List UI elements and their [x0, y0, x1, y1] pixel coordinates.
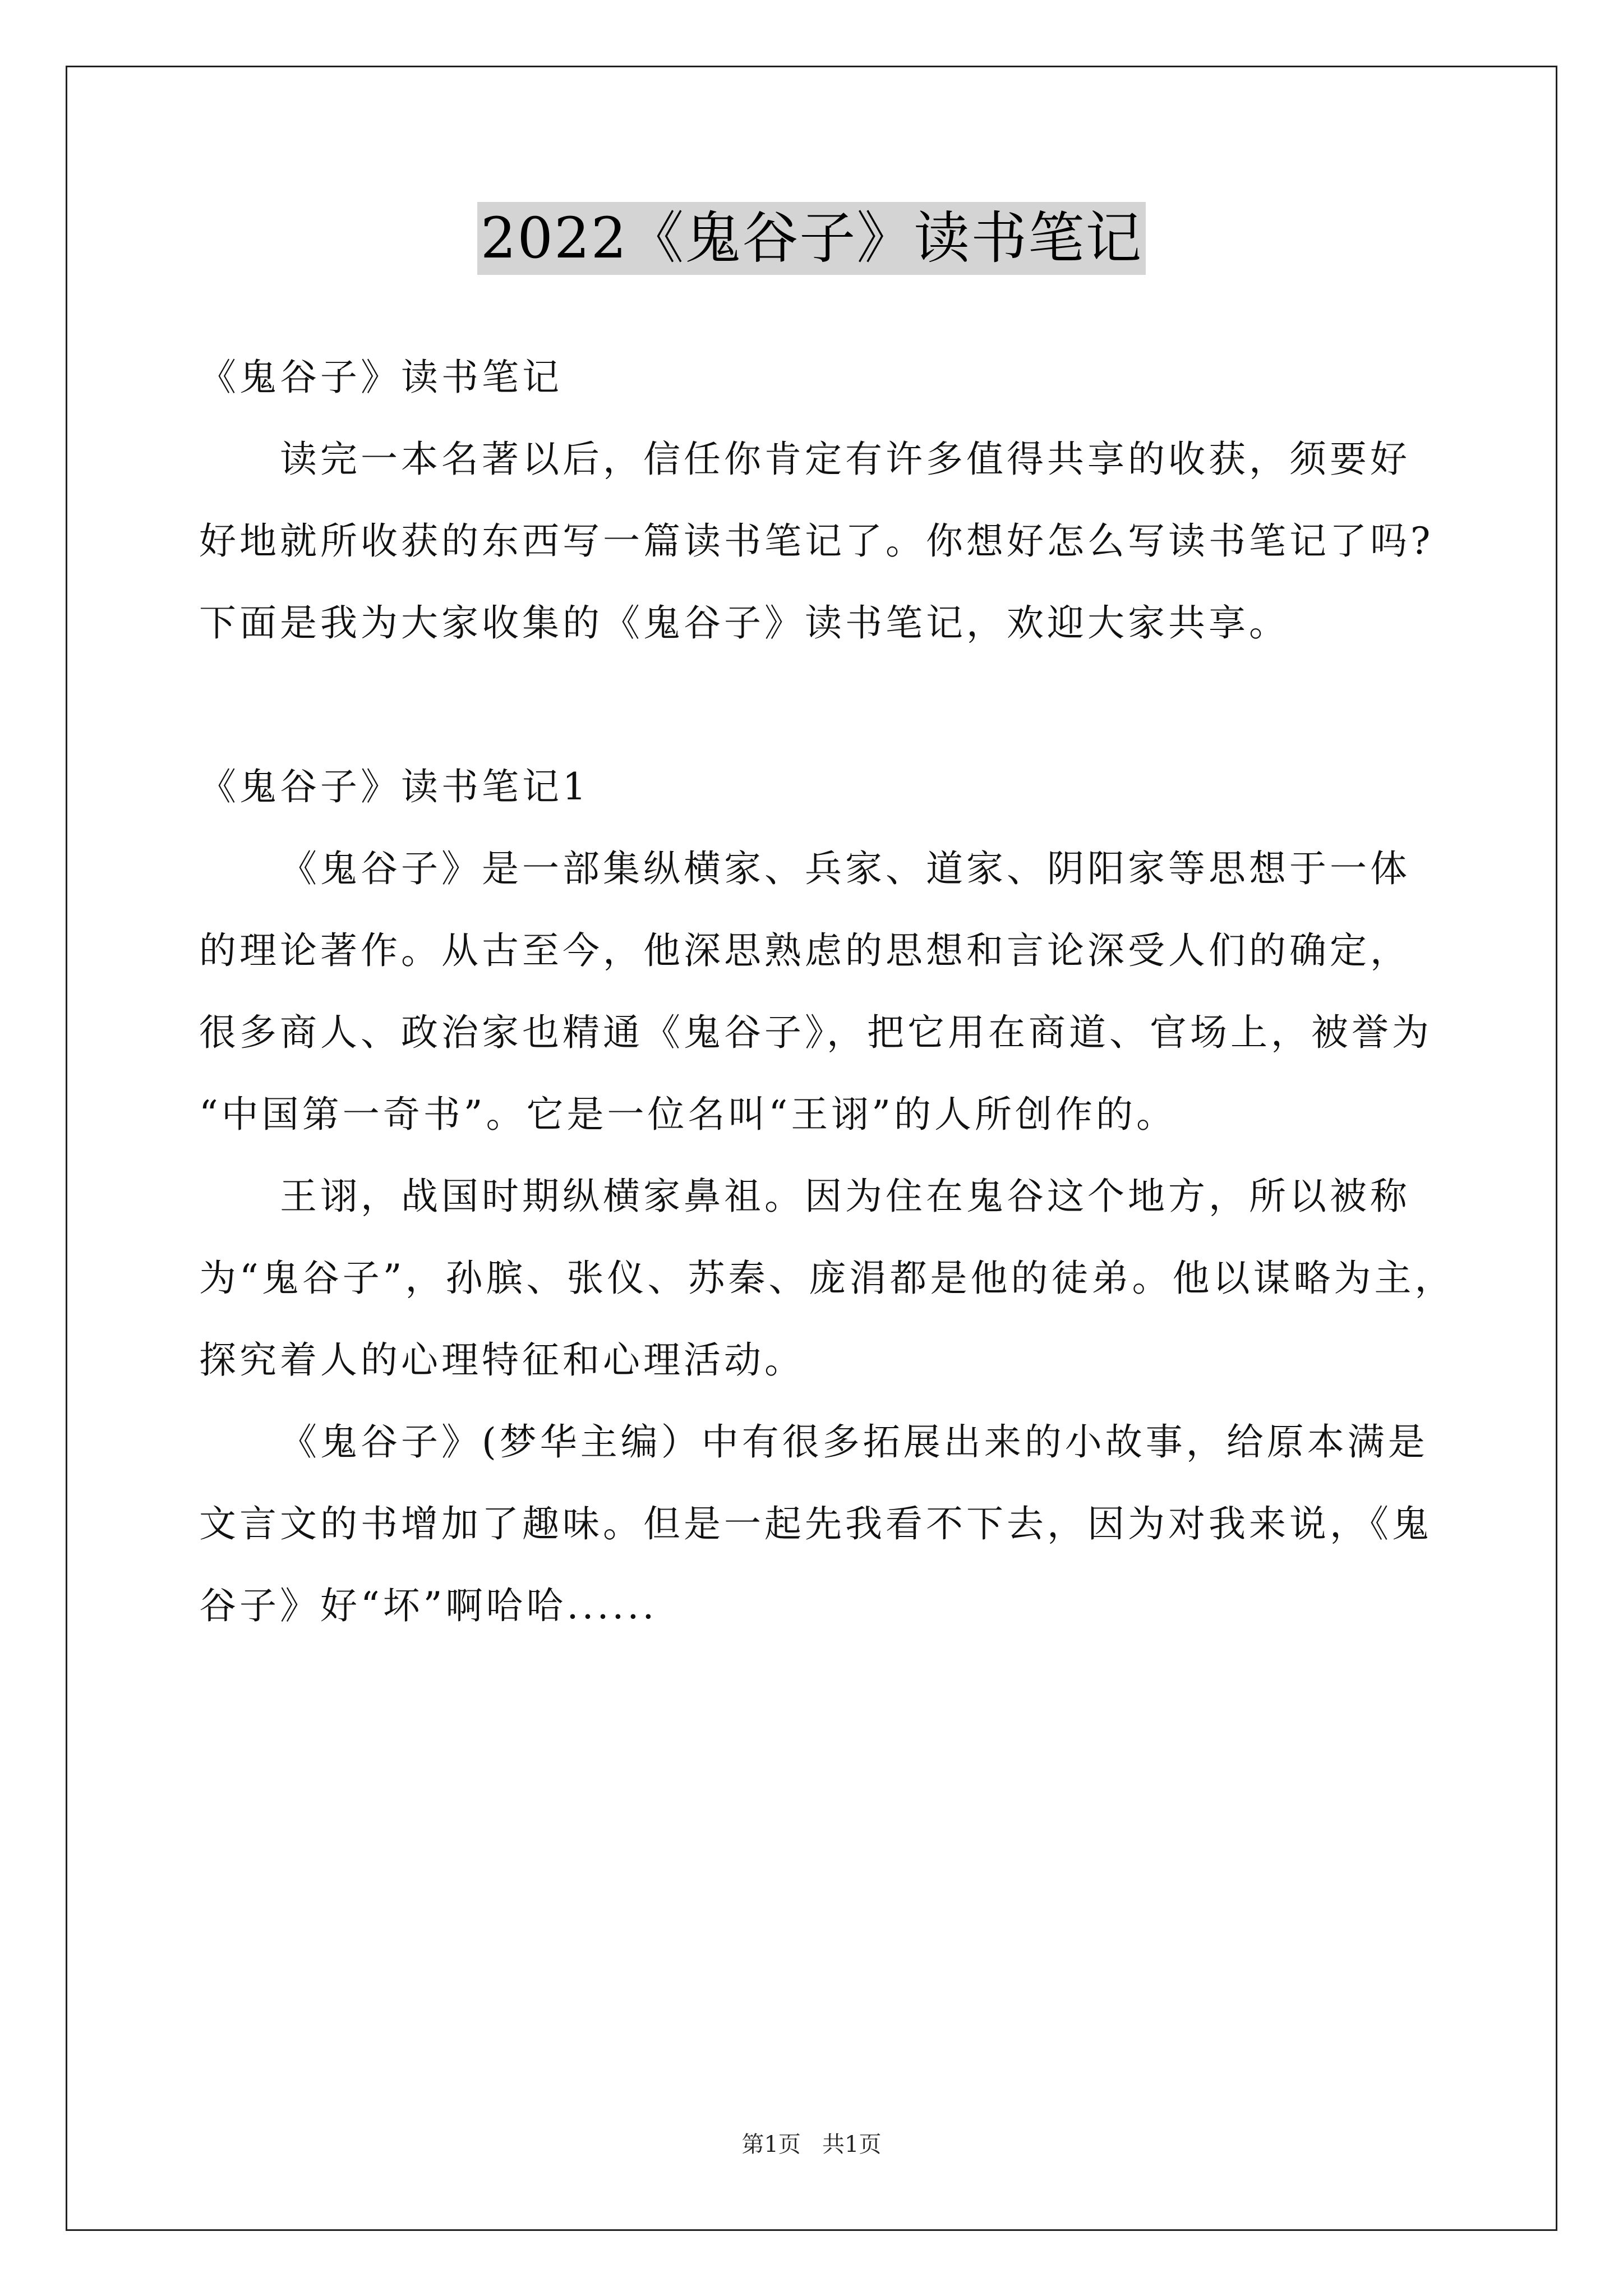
paragraph-line: 为“鬼谷子”，孙膑、张仪、苏秦、庞涓都是他的徒弟。他以谋略为主，: [199, 1257, 1455, 1300]
paragraph-line: 王诩，战国时期纵横家鼻祖。因为住在鬼谷这个地方，所以被称: [280, 1175, 1410, 1218]
document-body: [199, 337, 1455, 1647]
paragraph-line: 《鬼谷子》是一部集纵横家、兵家、道家、阴阳家等思想于一体: [280, 847, 1410, 890]
page-footer: 第1页 共1页: [741, 2132, 882, 2157]
section-heading: 《鬼谷子》读书笔记1: [199, 765, 589, 808]
paragraph-line: “中国第一奇书”。它是一位名叫“王诩”的人所创作的。: [199, 1093, 1177, 1136]
paragraph-line: 读完一本名著以后，信任你肯定有许多值得共享的收获，须要好: [280, 438, 1410, 481]
paragraph-line: 的理论著作。从古至今，他深思熟虑的思想和言论深受人们的确定，: [199, 929, 1410, 972]
paragraph-line: 文言文的书增加了趣味。但是一起先我看不下去，因为对我来说，《鬼: [199, 1502, 1432, 1545]
paragraph-line: 下面是我为大家收集的《鬼谷子》读书笔记，欢迎大家共享。: [199, 601, 1289, 645]
paragraph-line: 《鬼谷子》(梦华主编）中有很多拓展出来的小故事，给原本满是: [280, 1420, 1428, 1464]
title-container: [0, 202, 1623, 275]
blank-line: [199, 664, 1433, 746]
paragraph-line: 探究着人的心理特征和心理活动。: [199, 1338, 805, 1382]
paragraph-line: 很多商人、政治家也精通《鬼谷子》，把它用在商道、官场上，被誉为: [199, 1011, 1432, 1054]
document-title: 2022《鬼谷子》读书笔记: [477, 202, 1146, 275]
paragraph-line: 谷子》好“坏”啊哈哈......: [199, 1584, 658, 1627]
section-heading: 《鬼谷子》读书笔记: [199, 356, 562, 399]
paragraph-line: 好地就所收获的东西写一篇读书笔记了。你想好怎么写读书笔记了吗?: [199, 519, 1434, 563]
